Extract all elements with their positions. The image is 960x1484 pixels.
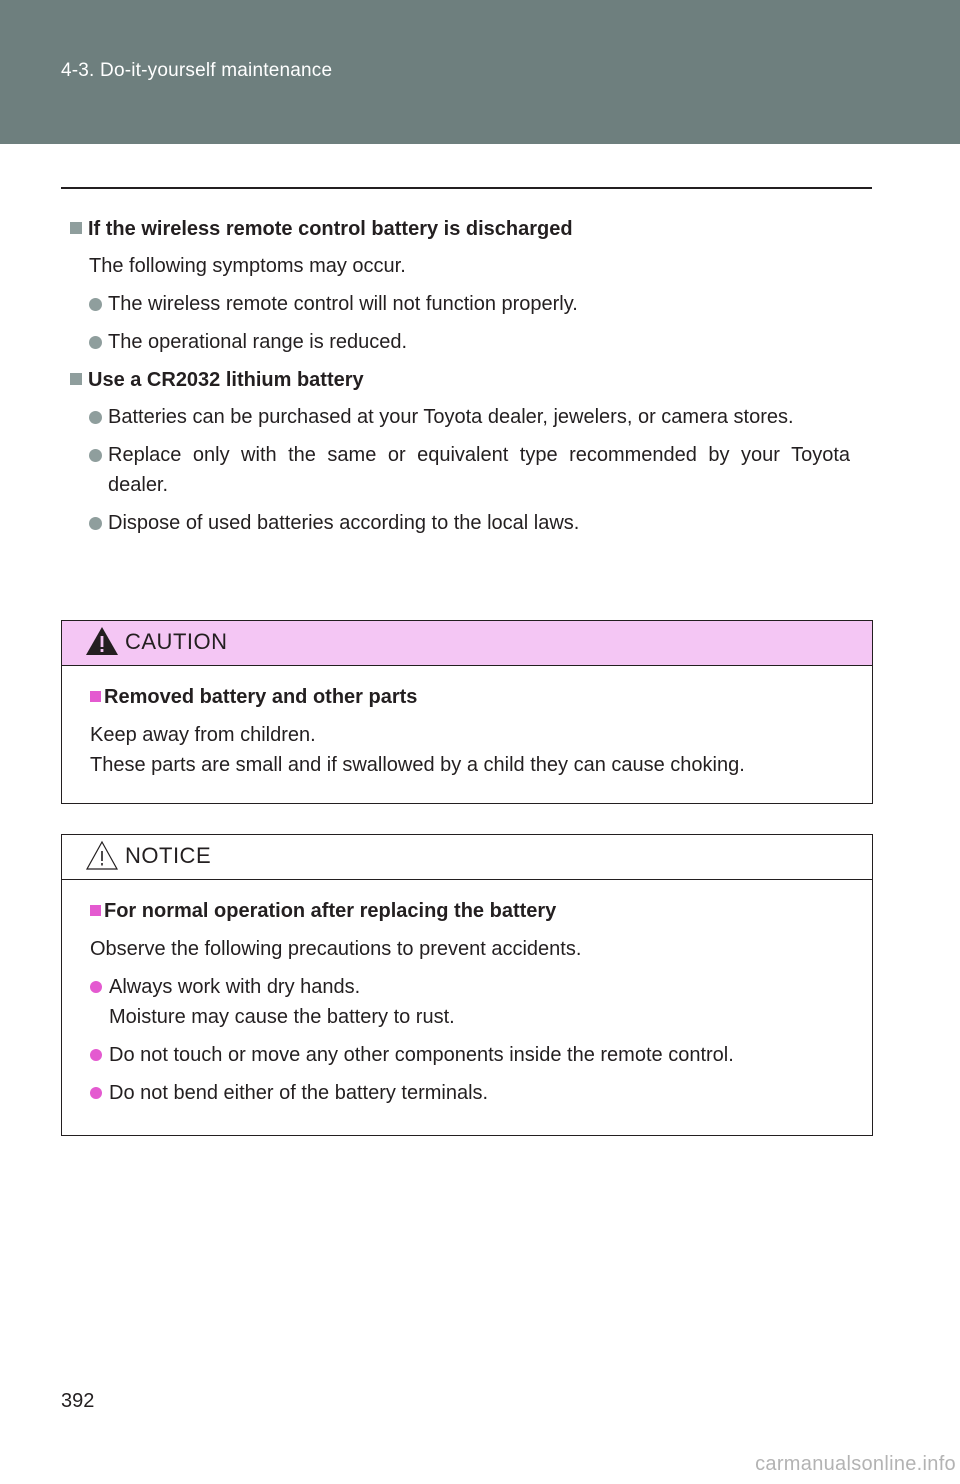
list-item-text: Always work with dry hands. bbox=[109, 976, 361, 998]
round-bullet-icon bbox=[90, 981, 102, 993]
round-bullet-icon bbox=[89, 517, 102, 530]
round-bullet-icon bbox=[89, 336, 102, 349]
list-item-text: The wireless remote control will not function properly. bbox=[108, 293, 578, 315]
main-content bbox=[70, 214, 850, 546]
list-item-text: The operational range is reduced. bbox=[108, 331, 408, 353]
round-bullet-icon bbox=[89, 411, 102, 424]
section-title: 4-3. Do-it-yourself maintenance bbox=[61, 60, 333, 81]
round-bullet-icon bbox=[89, 298, 102, 311]
section-heading-text: If the wireless remote control battery is discharged bbox=[88, 218, 573, 240]
square-bullet-icon bbox=[90, 905, 101, 916]
list-item bbox=[70, 289, 850, 319]
caution-body bbox=[62, 666, 872, 808]
caution-line: Keep away from children. bbox=[90, 724, 316, 746]
divider bbox=[61, 187, 872, 189]
page-number: 392 bbox=[61, 1390, 95, 1412]
caution-heading-text: Removed battery and other parts bbox=[104, 686, 418, 708]
square-bullet-icon bbox=[70, 373, 82, 385]
list-item-text: Dispose of used batteries according to the local laws. bbox=[108, 512, 580, 534]
list-item bbox=[70, 440, 850, 500]
page-header bbox=[0, 0, 960, 144]
list-item-text: Do not touch or move any other components inside the remote control. bbox=[109, 1044, 734, 1066]
square-bullet-icon bbox=[90, 691, 101, 702]
caution-line: These parts are small and if swallowed by a child they can cause choking. bbox=[90, 754, 745, 776]
warning-triangle-icon bbox=[84, 624, 120, 658]
list-item bbox=[90, 1040, 844, 1070]
list-item bbox=[70, 327, 850, 357]
square-bullet-icon bbox=[70, 222, 82, 234]
list-item bbox=[70, 402, 850, 432]
list-item-text: Batteries can be purchased at your Toyota dealer, jewelers, or camera stores. bbox=[108, 406, 794, 428]
section-heading-text: Use a CR2032 lithium battery bbox=[88, 369, 364, 391]
notice-triangle-icon bbox=[84, 838, 120, 872]
notice-title: NOTICE bbox=[125, 843, 212, 868]
caution-heading bbox=[90, 682, 844, 712]
list-item-text: Replace only with the same or equivalent type recommended by your Toyota dealer. bbox=[108, 444, 850, 496]
notice-intro: Observe the following precautions to prevent accidents. bbox=[90, 938, 582, 960]
notice-box bbox=[61, 834, 873, 1136]
section-heading bbox=[70, 214, 850, 244]
round-bullet-icon bbox=[90, 1087, 102, 1099]
notice-heading-text: For normal operation after replacing the battery bbox=[104, 900, 557, 922]
list-item bbox=[90, 1078, 844, 1108]
caution-header bbox=[62, 621, 872, 666]
caution-box bbox=[61, 620, 873, 804]
list-item bbox=[90, 972, 844, 1032]
notice-body bbox=[62, 880, 872, 1136]
section-heading bbox=[70, 365, 850, 395]
round-bullet-icon bbox=[89, 449, 102, 462]
caution-title: CAUTION bbox=[125, 629, 228, 654]
list-item bbox=[70, 508, 850, 538]
list-item-subtext: Moisture may cause the battery to rust. bbox=[109, 1006, 455, 1028]
section-intro: The following symptoms may occur. bbox=[89, 255, 406, 277]
round-bullet-icon bbox=[90, 1049, 102, 1061]
notice-heading bbox=[90, 896, 844, 926]
list-item-text: Do not bend either of the battery terminals. bbox=[109, 1082, 489, 1104]
notice-header bbox=[62, 835, 872, 880]
watermark: carmanualsonline.info bbox=[755, 1453, 956, 1475]
